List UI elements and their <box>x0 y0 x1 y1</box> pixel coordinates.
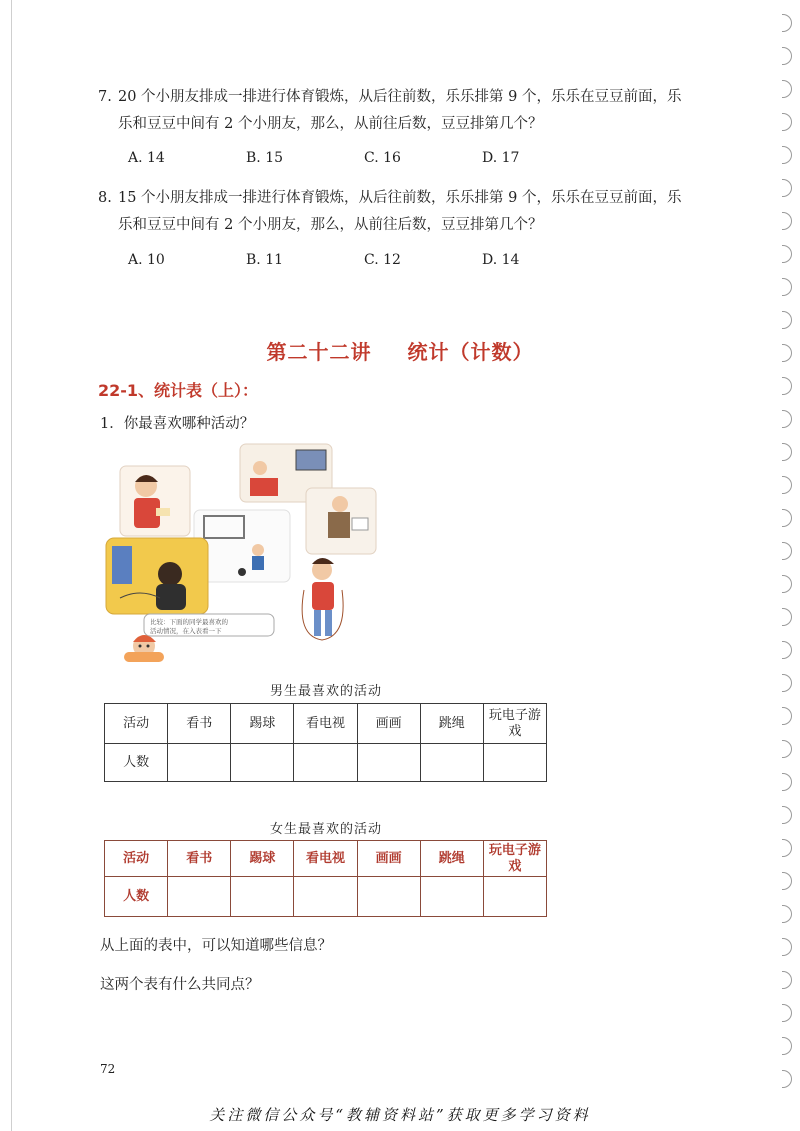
question-common: 这两个表有什么共同点？ <box>100 977 260 993</box>
binding-ring <box>782 971 792 989</box>
question-text-line2: 乐和豆豆中间有 2 个小朋友，那么，从前往后数，豆豆排第几个？ <box>118 217 543 233</box>
table-row <box>105 877 547 917</box>
empty-cell[interactable] <box>357 877 420 917</box>
binding-ring <box>782 740 792 758</box>
binding-ring <box>782 938 792 956</box>
header-cell: 跳绳 <box>420 704 483 744</box>
header-cell: 看书 <box>168 704 231 744</box>
binding-ring <box>782 179 792 197</box>
binding-ring <box>782 113 792 131</box>
empty-cell[interactable] <box>483 877 546 917</box>
empty-cell[interactable] <box>168 744 231 782</box>
activities-illustration <box>100 440 400 672</box>
binding-ring <box>782 872 792 890</box>
binding-ring <box>782 1070 792 1088</box>
question-8 <box>98 185 718 239</box>
binding-ring <box>782 839 792 857</box>
speech-line1: 比较：下面的同学最喜欢的 <box>150 618 228 626</box>
empty-cell[interactable] <box>420 877 483 917</box>
page-number: 72 <box>100 1062 116 1076</box>
girls-table-caption: 女生最喜欢的活动 <box>269 822 382 837</box>
binding-ring <box>782 674 792 692</box>
drawing-child-illustration <box>306 488 376 554</box>
binding-ring <box>782 377 792 395</box>
option-d: D. 17 <box>482 150 520 166</box>
footer-note: 关注微信公众号“教辅资料站”获取更多学习资料 <box>209 1106 591 1124</box>
empty-cell[interactable] <box>294 877 357 917</box>
question-text-line1: 15 个小朋友排成一排进行体育锻炼，从后往前数，乐乐排第 9 个，乐乐在豆豆前面，乐 <box>118 190 682 206</box>
jump-rope-illustration <box>302 558 343 640</box>
girls-activity-table <box>104 840 547 917</box>
binding-ring <box>782 707 792 725</box>
option-a: A. 10 <box>128 252 165 268</box>
header-cell: 玩电子游戏 <box>483 704 546 744</box>
table-row <box>105 744 547 782</box>
question-number: 8. <box>98 190 112 206</box>
binding-ring <box>782 608 792 626</box>
binding-ring <box>782 905 792 923</box>
binding-ring <box>782 806 792 824</box>
empty-cell[interactable] <box>483 744 546 782</box>
spiral-binding <box>778 14 798 1114</box>
binding-ring <box>782 278 792 296</box>
table-header-row <box>105 841 547 877</box>
empty-cell[interactable] <box>168 877 231 917</box>
option-c: C. 12 <box>364 252 401 268</box>
binding-ring <box>782 14 792 32</box>
header-cell: 画画 <box>357 704 420 744</box>
binding-ring <box>782 146 792 164</box>
header-cell: 画画 <box>357 841 420 877</box>
header-cell: 活动 <box>105 704 168 744</box>
option-a: A. 14 <box>128 150 165 166</box>
binding-ring <box>782 575 792 593</box>
lecture-topic: 统计（计数） <box>407 340 534 364</box>
binding-ring <box>782 311 792 329</box>
binding-ring <box>782 641 792 659</box>
page-edge <box>11 0 12 1131</box>
speech-line2: 活动情况，在入表看一下 <box>150 627 222 635</box>
header-cell: 踢球 <box>231 841 294 877</box>
boys-activity-table <box>104 703 547 782</box>
boys-table-caption: 男生最喜欢的活动 <box>269 684 382 699</box>
empty-cell[interactable] <box>231 744 294 782</box>
binding-ring <box>782 773 792 791</box>
option-b: B. 11 <box>246 252 284 268</box>
row-label: 人数 <box>105 877 168 917</box>
video-game-illustration <box>106 538 208 614</box>
binding-ring <box>782 47 792 65</box>
empty-cell[interactable] <box>420 744 483 782</box>
binding-ring <box>782 212 792 230</box>
option-b: B. 15 <box>246 150 284 166</box>
question-text-line2: 乐和豆豆中间有 2 个小朋友，那么，从前往后数，豆豆排第几个？ <box>118 116 543 132</box>
header-cell: 踢球 <box>231 704 294 744</box>
binding-ring <box>782 1037 792 1055</box>
section-title: 22-1、统计表（上）： <box>98 381 259 400</box>
lecture-number: 第二十二讲 <box>266 340 372 364</box>
header-cell: 看电视 <box>294 841 357 877</box>
binding-ring <box>782 476 792 494</box>
header-cell: 看书 <box>168 841 231 877</box>
row-label: 人数 <box>105 744 168 782</box>
binding-ring <box>782 245 792 263</box>
binding-ring <box>782 443 792 461</box>
question-number: 7. <box>98 89 112 105</box>
empty-cell[interactable] <box>357 744 420 782</box>
question-info: 从上面的表中，可以知道哪些信息？ <box>100 938 332 954</box>
speech-bubble <box>144 614 274 636</box>
binding-ring <box>782 509 792 527</box>
header-cell: 玩电子游戏 <box>483 841 546 877</box>
sub-question: 1．你最喜欢哪种活动？ <box>100 416 255 432</box>
binding-ring <box>782 410 792 428</box>
empty-cell[interactable] <box>231 877 294 917</box>
header-cell: 跳绳 <box>420 841 483 877</box>
binding-ring <box>782 80 792 98</box>
table-header-row <box>105 704 547 744</box>
reading-child-illustration <box>120 466 190 536</box>
header-cell: 活动 <box>105 841 168 877</box>
header-cell: 看电视 <box>294 704 357 744</box>
empty-cell[interactable] <box>294 744 357 782</box>
option-c: C. 16 <box>364 150 401 166</box>
question-text-line1: 20 个小朋友排成一排进行体育锻炼，从后往前数，乐乐排第 9 个，乐乐在豆豆前面，乐 <box>118 89 682 105</box>
option-d: D. 14 <box>482 252 520 268</box>
binding-ring <box>782 542 792 560</box>
lecture-title <box>0 336 800 365</box>
question-7 <box>98 84 718 138</box>
mascot-character <box>124 635 164 662</box>
binding-ring <box>782 1004 792 1022</box>
